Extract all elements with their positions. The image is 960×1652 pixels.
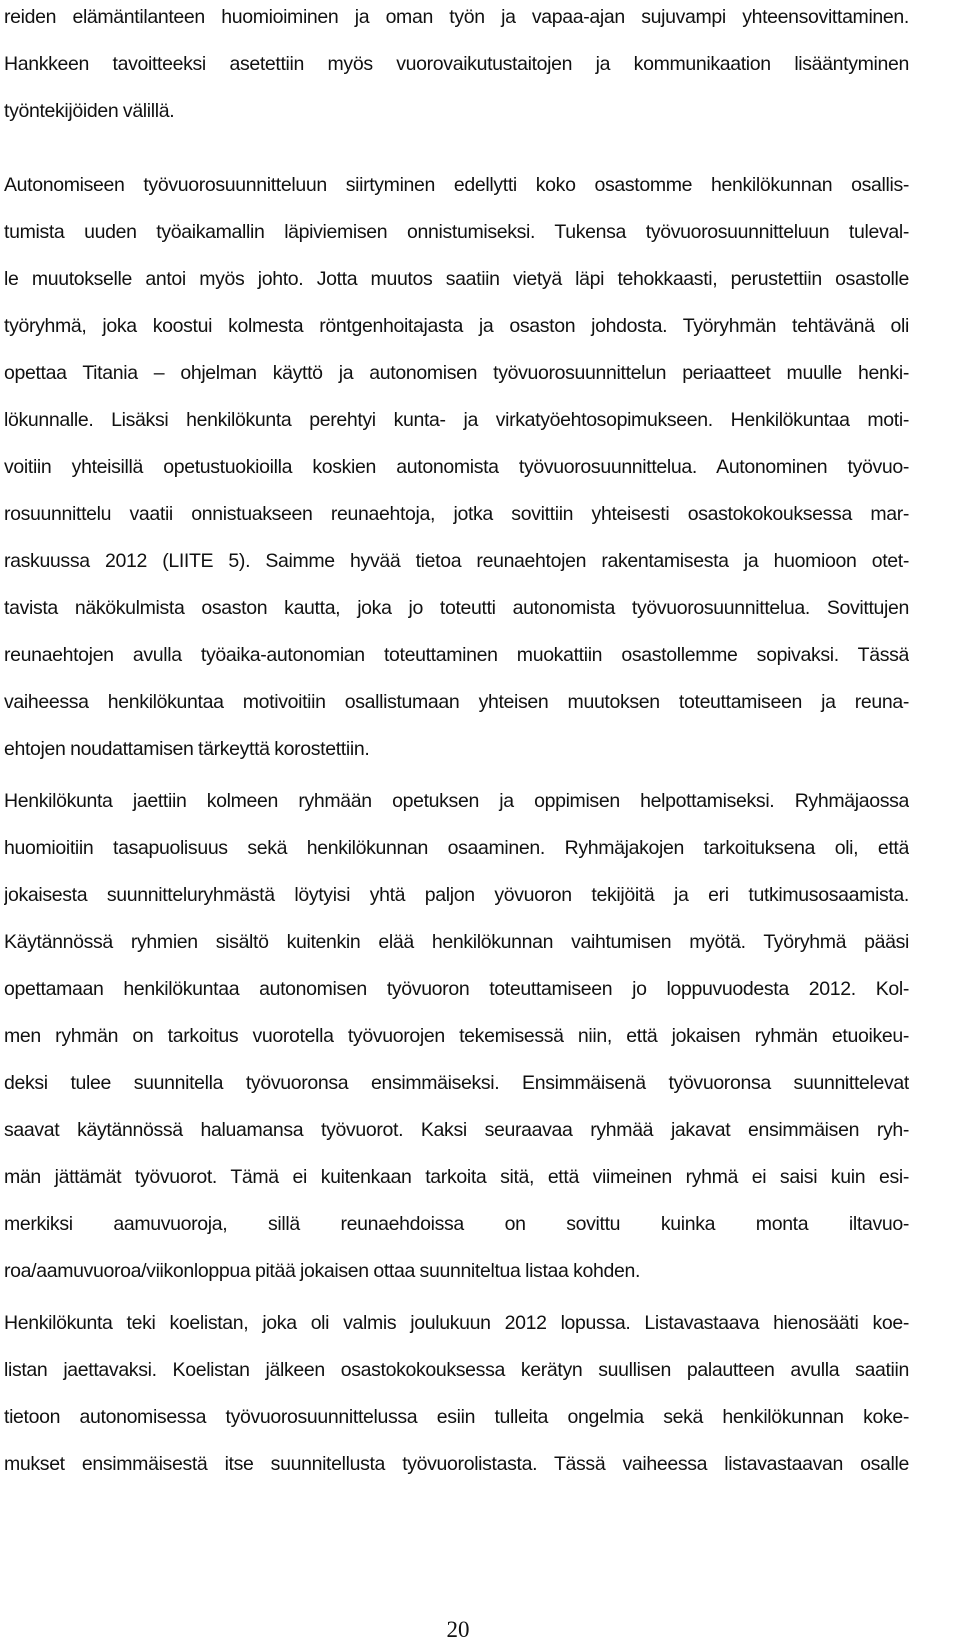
paragraph-1 [4, 0, 909, 135]
paragraph-line: tietoon autonomisessa työvuorosuunnittelussa esiin tulleita ongelmia sekä henkilökunnan koke- [4, 1406, 909, 1428]
paragraph-line: opettaa Titania – ohjelman käyttö ja autonomisen työvuorosuunnittelun periaatteet muulle henki- [4, 362, 909, 384]
paragraph-line: Autonomiseen työvuorosuunnitteluun siirtyminen edellytti koko osastomme henkilökunnan osallis- [4, 174, 909, 196]
paragraph-line: Henkilökunta jaettiin kolmeen ryhmään opetuksen ja oppimisen helpottamiseksi. Ryhmäjaossa [4, 790, 909, 812]
paragraph-line: män jättämät työvuorot. Tämä ei kuitenkaan tarkoita sitä, että viimeinen ryhmä ei saisi kuin esi- [4, 1166, 909, 1188]
paragraph-line: työryhmä, joka koostui kolmesta röntgenhoitajasta ja osaston johdosta. Työryhmän tehtävänä oli [4, 315, 909, 337]
paragraph-line: reunaehtojen avulla työaika-autonomian toteuttaminen muokattiin osastollemme sopivaksi. Tässä [4, 644, 909, 666]
paragraph-line: voitiin yhteisillä opetustuokioilla koskien autonomista työvuorosuunnittelua. Autonominen työvuo- [4, 456, 909, 478]
paragraph-line: ehtojen noudattamisen tärkeyttä korostettiin. [4, 738, 370, 760]
paragraph-line: roa/aamuvuoroa/viikonloppua pitää jokaisen ottaa suunniteltua listaa kohden. [4, 1260, 641, 1282]
paragraph-line: vaiheessa henkilökuntaa motivoitiin osallistumaan yhteisen muutoksen toteuttamiseen ja reuna- [4, 691, 909, 713]
paragraph-line: deksi tulee suunnitella työvuoronsa ensimmäiseksi. Ensimmäisenä työvuoronsa suunnittelevat [4, 1072, 909, 1094]
paragraph-4 [4, 1300, 909, 1488]
paragraph-line: le muutokselle antoi myös johto. Jotta muutos saatiin vietyä läpi tehokkaasti, perustettiin osastolle [4, 268, 909, 290]
paragraph-line: reiden elämäntilanteen huomioiminen ja oman työn ja vapaa-ajan sujuvampi yhteensovittaminen. [4, 6, 909, 28]
paragraph-line: lökunnalle. Lisäksi henkilökunta perehtyi kunta- ja virkatyöehtosopimukseen. Henkilökuntaa moti- [4, 409, 909, 431]
paragraph-line: jokaisesta suunnitteluryhmästä löytyisi yhtä paljon yövuoron tekijöitä ja eri tutkimusosaamista. [4, 884, 909, 906]
paragraph-line: opettamaan henkilökuntaa autonomisen työvuoron toteuttamiseen jo loppuvuodesta 2012. Kol- [4, 978, 909, 1000]
paragraph-line: listan jaettavaksi. Koelistan jälkeen osastokokouksessa kerätyn suullisen palautteen avulla saatiin [4, 1359, 909, 1381]
paragraph-line: men ryhmän on tarkoitus vuorotella työvuorojen tekemisessä niin, että jokaisen ryhmän etuoikeu- [4, 1025, 909, 1047]
paragraph-3 [4, 778, 909, 1295]
paragraph-line: saavat käytännössä haluamansa työvuorot. Kaksi seuraavaa ryhmää jakavat ensimmäisen ryh- [4, 1119, 909, 1141]
paragraph-line: raskuussa 2012 (LIITE 5). Saimme hyvää tietoa reunaehtojen rakentamisesta ja huomioon otet- [4, 550, 909, 572]
paragraph-line: Hankkeen tavoitteeksi asetettiin myös vuorovaikutustaitojen ja kommunikaation lisääntyminen [4, 53, 909, 75]
paragraph-line: tavista näkökulmista osaston kautta, joka jo toteutti autonomista työvuorosuunnittelua. Sovittujen [4, 597, 909, 619]
paragraph-line: rosuunnittelu vaatii onnistuakseen reunaehtoja, jotka sovittiin yhteisesti osastokokouksessa mar- [4, 503, 909, 525]
paragraph-line: Käytännössä ryhmien sisältö kuitenkin elää henkilökunnan vaihtumisen myötä. Työryhmä pääsi [4, 931, 909, 953]
paragraph-line: mukset ensimmäisestä itse suunnitellusta työvuorolistasta. Tässä vaiheessa listavastaavan osalle [4, 1453, 909, 1475]
paragraph-2 [4, 162, 909, 773]
page-number: 20 [446, 1617, 470, 1642]
paragraph-line: huomioitiin tasapuolisuus sekä henkilökunnan osaaminen. Ryhmäjakojen tarkoituksena oli, että [4, 837, 909, 859]
paragraph-line: merkiksi aamuvuoroja, sillä reunaehdoissa on sovittu kuinka monta iltavuo- [4, 1213, 909, 1235]
paragraph-line: työntekijöiden välillä. [4, 100, 175, 122]
paragraph-line: tumista uuden työaikamallin läpiviemisen onnistumiseksi. Tukensa työvuorosuunnitteluun tuleval- [4, 221, 909, 243]
paragraph-line: Henkilökunta teki koelistan, joka oli valmis joulukuun 2012 lopussa. Listavastaava hienosääti koe- [4, 1312, 909, 1334]
